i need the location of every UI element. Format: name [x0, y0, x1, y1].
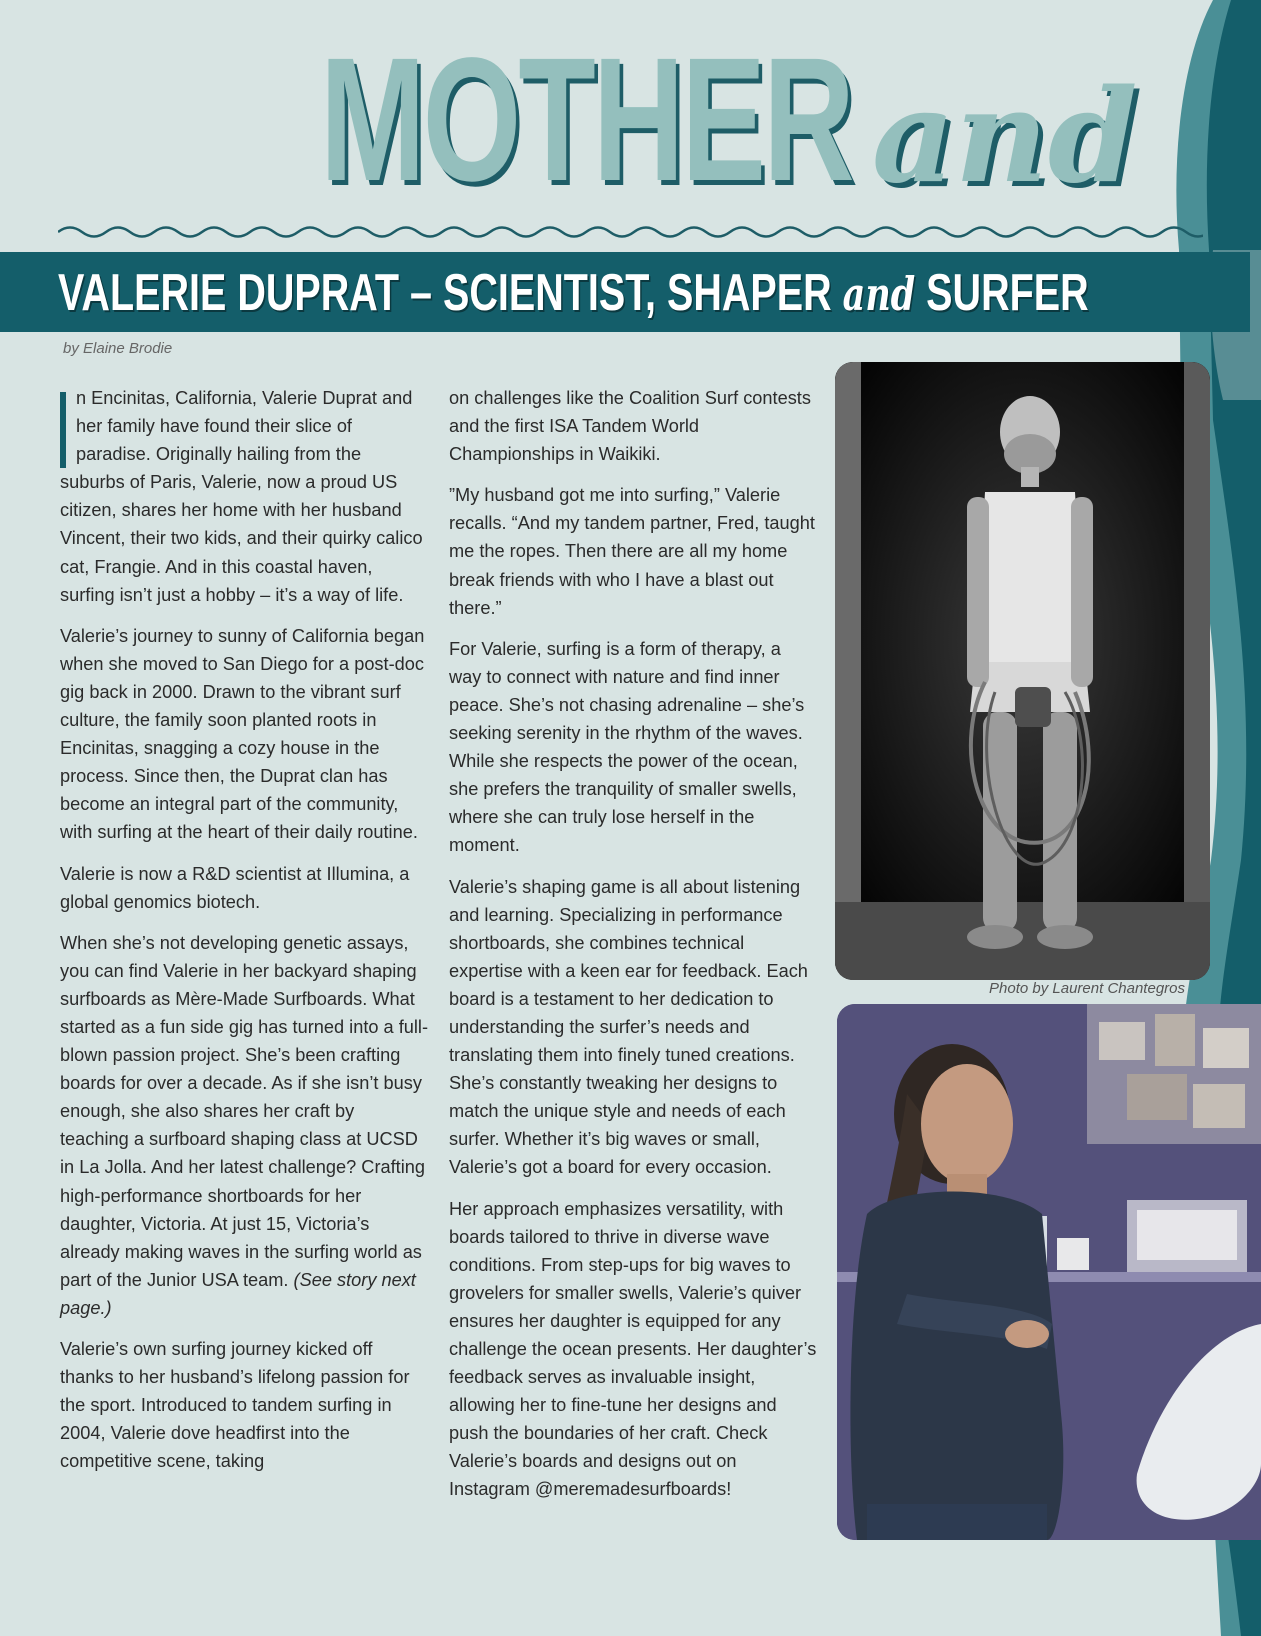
paragraph: Valerie’s own surfing journey kicked off thanks to her husband’s lifelong passion for the sport. Introduced to tandem surfing in 2004, Valerie dove headfirst into the competitive scene, taking: [60, 1339, 410, 1472]
paragraph-text: n Encinitas, California, Valerie Duprat and her family have found their slice of paradise. Originally hailing from the suburbs of Paris, Valerie, now a proud US citizen, shares her home with her husband Vincent, their two kids, and their quirky calico cat, Frangie. And in this coastal haven, surfing isn’t just a hobby – it’s a way of life.: [60, 388, 423, 605]
headline-and: and: [872, 62, 1138, 212]
paragraph: [60, 929, 428, 1322]
paragraph: on challenges like the Coalition Surf contests and the first ISA Tandem World Championships in Waikiki.: [449, 388, 811, 465]
article-column-1: [60, 384, 428, 1488]
article-column-2: [449, 384, 817, 1517]
subtitle-text: [58, 255, 1089, 335]
headline-mother: MOTHER: [320, 22, 852, 218]
subtitle-and: and: [842, 267, 916, 321]
byline: by Elaine Brodie: [63, 340, 173, 357]
paragraph: ”My husband got me into surfing,” Valerie recalls. “And my tandem partner, Fred, taught me the ropes. Then there are all my home break friends with who I have a blast out there.”: [449, 485, 815, 618]
subtitle-part2: SURFER: [926, 264, 1089, 322]
paragraph: Valerie is now a R&D scientist at Illumina, a global genomics biotech.: [60, 863, 410, 912]
photo-illustration: [837, 1004, 1261, 1540]
photo-surfer-shaping-bw: [835, 362, 1210, 980]
paragraph-text: When she’s not developing genetic assays, you can find Valerie in her backyard shaping surfboards as Mère-Made Surfboards. What started as a fun side gig has turned into a full-blown passion project. She’s been crafting boards for over a decade. As if she isn’t busy enough, she also shares her craft by teaching a surfboard shaping class at UCSD in La Jolla. And her latest challenge? Crafting high-performance shortboards for her daughter, Victoria. At just 15, Victoria’s already making waves in the surfing world as part of the Junior USA team.: [60, 932, 429, 1290]
photo-credit: Photo by Laurent Chantegros: [989, 980, 1185, 997]
paragraph: For Valerie, surfing is a form of therapy, a way to connect with nature and find inner peace. She’s not chasing adrenaline – she’s seeking serenity in the rhythm of the waves. While she respects the power of the ocean, she prefers the tranquility of smaller swells, where she can truly lose herself in the moment.: [449, 638, 805, 856]
photo-illustration: [835, 362, 1210, 980]
photo-surfer-portrait: [837, 1004, 1261, 1540]
paragraph: Valerie’s journey to sunny of California began when she moved to San Diego for a post-doc gig back in 2000. Drawn to the vibrant surf culture, the family soon planted roots in Encinitas, snagging a cozy house in the process. Since then, the Duprat clan has become an integral part of the community, with surfing at the heart of their daily routine.: [60, 625, 425, 843]
paragraph: Her approach emphasizes versatility, with boards tailored to thrive in diverse wave conditions. From step-ups for big waves to grovelers for smaller swells, Valerie’s quiver ensures her daughter is equipped for any challenge the ocean presents. Her daughter’s feedback serves as invaluable insight, allowing her to fine-tune her designs and push the boundaries of her craft. Check Valerie’s boards and designs out on Instagram @meremadesurfboards!: [449, 1198, 817, 1500]
see-next-page-note: (See story next page.): [60, 1269, 416, 1318]
paragraph: Valerie’s shaping game is all about listening and learning. Specializing in performance shortboards, she combines technical expertise with a keen ear for feedback. Each board is a testament to her dedication to understanding the surfer’s needs and translating them into finely tuned creations. She’s constantly tweaking her designs to match the unique style and needs of each surfer. Whether it’s big waves or small, Valerie’s got a board for every occasion.: [449, 876, 808, 1178]
drop-cap-bar: [60, 392, 66, 468]
subtitle-part1: VALERIE DUPRAT – SCIENTIST, SHAPER: [58, 264, 832, 322]
paragraph: [60, 384, 428, 609]
wavy-divider: [58, 222, 1203, 242]
